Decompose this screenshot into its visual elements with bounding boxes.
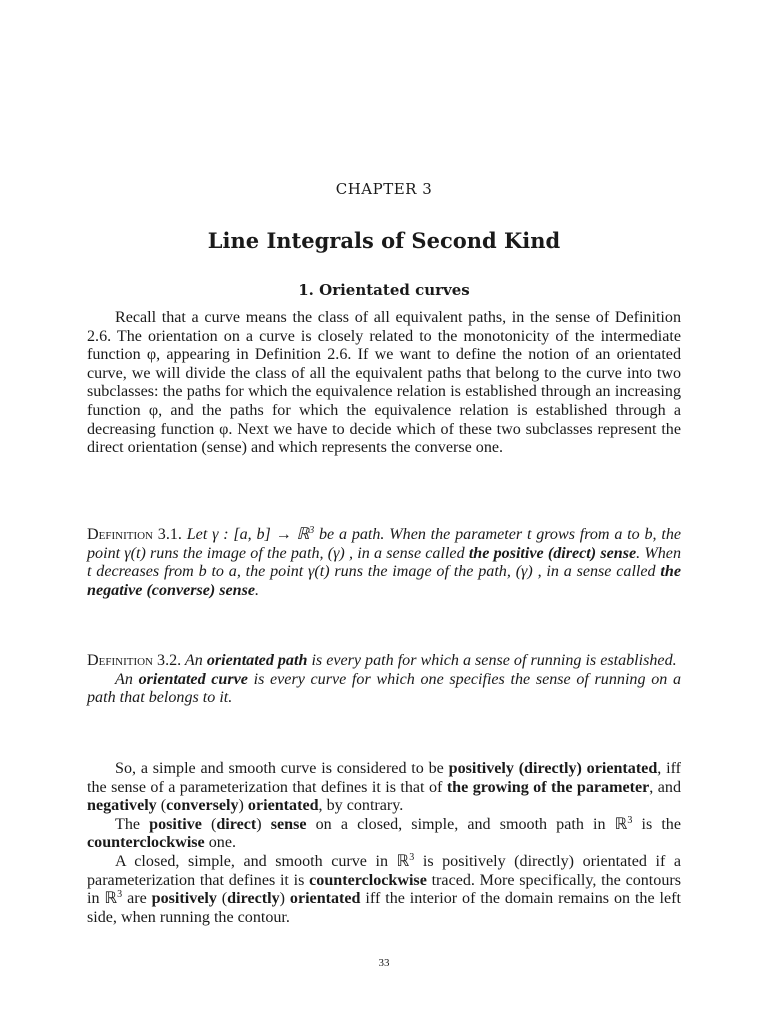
chapter-label: CHAPTER 3	[335, 180, 433, 198]
text: A closed, simple, and smooth curve in ℝ	[115, 852, 410, 870]
paragraph-positive-orientation	[87, 760, 681, 816]
superscript: 3	[117, 889, 123, 901]
text: on a closed, simple, and smooth path in ℝ	[306, 815, 628, 833]
bold-term: conversely	[166, 797, 239, 815]
bold-term: orientated	[289, 890, 361, 908]
term-positive-sense: the positive (direct) sense	[468, 544, 637, 562]
definition-3-1-text	[87, 526, 681, 600]
bold-term: counterclockwise	[87, 834, 205, 852]
text: )	[256, 815, 271, 833]
bold-term: directly	[227, 890, 280, 908]
text: (	[156, 797, 167, 815]
text: , by contrary.	[318, 797, 404, 815]
text: is the	[632, 815, 681, 833]
bold-term: positively	[151, 890, 217, 908]
text: The	[115, 815, 150, 833]
text: (	[216, 890, 228, 908]
definition-text: Let γ : [a, b] → ℝ	[186, 526, 310, 543]
definition-text: An	[115, 670, 139, 688]
text: (	[201, 815, 217, 833]
definition-text: .	[255, 581, 260, 599]
definition-3-2	[87, 652, 681, 708]
superscript: 3	[309, 525, 315, 536]
definition-3-1	[87, 526, 681, 600]
text: So, a simple and smooth curve is considered to be	[115, 760, 449, 777]
bold-term: direct	[216, 815, 257, 833]
definition-text: be a path. When the parameter t grows from a to b, the point γ(t) runs the image of the path, (γ) , in a sense called	[87, 526, 682, 562]
paragraph-contour	[87, 853, 681, 927]
paragraph-closed-path	[87, 816, 681, 853]
bold-term: positive	[149, 815, 202, 833]
bold-term: the growing of the parameter	[446, 778, 650, 796]
page-number: 33	[378, 957, 390, 969]
chapter-title: Line Integrals of Second Kind	[207, 228, 561, 253]
definition-text: is every path for which a sense of running is established.	[307, 652, 677, 669]
bold-term: orientated	[247, 797, 319, 815]
text: are	[122, 890, 152, 908]
definition-text: is every curve for which one specifies the sense of running on a path that belongs to it.	[87, 670, 682, 707]
definition-3-2-paragraph-1	[87, 652, 681, 671]
definition-3-2-head: Definition 3.2.	[87, 652, 182, 669]
term-negative-sense: the negative (converse) sense	[87, 563, 681, 599]
bold-term: positively (directly) orientated	[448, 760, 658, 777]
text: iff the interior of the domain remains on the left side, when running the contour.	[87, 890, 681, 926]
superscript: 3	[409, 851, 415, 863]
definition-text: An	[184, 652, 207, 669]
term-orientated-curve: orientated curve	[138, 670, 248, 688]
closing-paragraphs	[87, 760, 681, 927]
bold-term: sense	[270, 815, 307, 833]
bold-term: counterclockwise	[309, 871, 427, 889]
superscript: 3	[627, 814, 633, 826]
term-orientated-path: orientated path	[206, 652, 308, 669]
definition-text: . When t decreases from b to a, the point γ(t) runs the image of the path, (γ) , in a sense called	[87, 544, 681, 581]
text: )	[238, 797, 248, 815]
text: traced. More specifically, the contours in ℝ	[87, 871, 681, 908]
definition-3-1-head: Definition 3.1.	[87, 526, 182, 543]
text: one.	[204, 834, 236, 852]
text: , iff the sense of a parameterization that defines it is that of	[87, 760, 682, 796]
text: is positively (directly) orientated if a parameterization that defines it is	[87, 852, 681, 889]
intro-paragraph: Recall that a curve means the class of all equivalent paths, in the sense of Definition 2.6. The orientation on a curve is closely related to the monotonicity of the intermediate function φ, appearing in Definition 2.6. If we want to define the notion of an orientated curve, we will divide the class of all the equivalent paths that belong to the curve into two subclasses: the paths for which the equivalence relation is established through an increasing function φ, and the paths for which the equivalence relation is established through a decreasing function φ. Next we have to decide which of these two subclasses represent the direct orientation (sense) and which represents the converse one.	[87, 309, 681, 457]
intro-paragraph-block	[87, 309, 681, 458]
text: , and	[649, 778, 681, 796]
definition-3-2-paragraph-2	[87, 671, 681, 708]
bold-term: negatively	[87, 797, 157, 815]
text: )	[279, 890, 290, 908]
section-title: 1. Orientated curves	[298, 281, 470, 299]
